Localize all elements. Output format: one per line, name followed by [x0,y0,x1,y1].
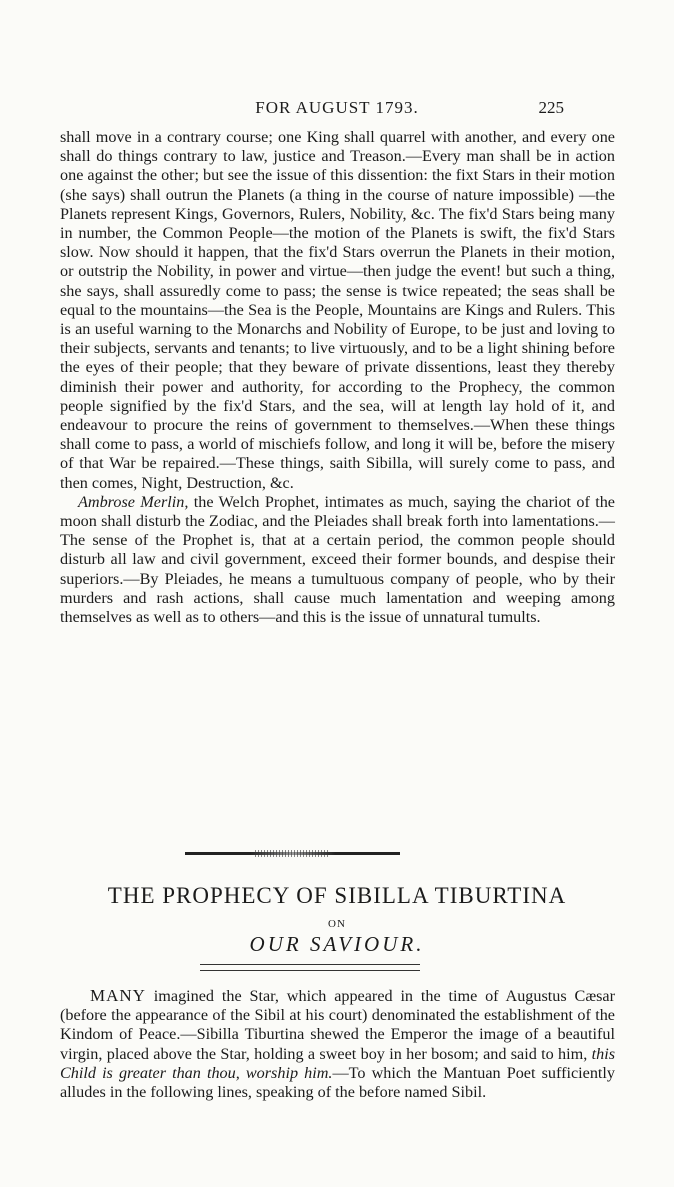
saviour-text-a: imagined the Star, which appeared in the time of Augustus Cæsar (before the appearance of the Sibil at his court) denominated the establishment of the Kindom of Peace.—Sibilla Tiburtina shewed the Emperor the image of a beautiful virgin, placed above the Star, holding a sweet boy in her bosom; and said to him, [60,987,615,1063]
page-header [0,98,674,124]
merlin-text: the Welch Prophet, intimates as much, saying the chariot of the moon shall disturb the Zodiac, and the Pleiades shall break forth into lamentations.—The sense of the Prophet is, that at a certain period, the common people should disturb all law and civil government, exceed their former bounds, and despise their superiors.—By Pleiades, he means a tumultuous company of people, who by their murders and rash actions, shall cause much lamentation and weeping among themselves as well as to others—and this is the issue of unnatural tumults. [60,492,615,627]
section-subtitle: OUR SAVIOUR. [249,932,425,956]
body-text [60,128,615,627]
paragraph-saviour [60,986,615,1102]
section-text [60,986,615,1102]
paragraph-merlin [60,493,615,627]
saviour-text-italic: this Child is greater than thou, worship him. [60,1044,615,1082]
title-connector: ON [328,918,346,930]
saviour-text-b: —To which the Mantuan Poet sufficiently alludes in the following lines, speaking of the before named Sibil. [60,1063,616,1102]
running-title: FOR AUGUST 1793. [255,98,419,117]
merlin-name: Ambrose Merlin, [78,492,189,511]
paragraph-sibilla-prophecy: shall move in a contrary course; one King shall quarrel with another, and every one shall do things contrary to law, justice and Treason.—Every man shall be in action one against the other; but see the issue of this dissention: the fixt Stars in their motion (she says) shall outrun the Planets (a thing in the course of nature impossible) —the Planets represent Kings, Governors, Rulers, Nobility, &c. The fix'd Stars being many in number, the Common People—the motion of the Planets is swift, the fix'd Stars slow. Now should it happen, that the fix'd Stars overrun the Planets in their motion, or outstrip the Nobility, in power and virtue—then judge the event! but such a thing, she says, shall assuredly come to pass; the sense is twice repeated; the seas shall be equal to the mountains—the Sea is the People, Mountains are Kings and Rulers. This is an useful warning to the Monarchs and Nobility of Europe, to be just and loving to their subjects, servants and tenants; to live virtuously, and to be a light shining before the eyes of their people; that they beware of private dissentions, least they thereby diminish their power and authority, for according to the Prophecy, the common people signified by the fix'd Stars, and the sea, will at length lay hold of it, and endeavour to procure the reins of government to themselves.—When these things shall come to pass, a world of mischiefs follow, and long it will be, before the misery of that War be repaired.—These things, saith Sibilla, will surely come to pass, and then comes, Night, Destruction, &c. [60,128,615,492]
ornamental-rule [185,852,400,855]
section-title: THE PROPHECY OF SIBILLA TIBURTINA [107,883,567,908]
page-number: 225 [538,98,564,117]
drop-word: MANY [90,986,146,1005]
double-rule [200,964,420,971]
